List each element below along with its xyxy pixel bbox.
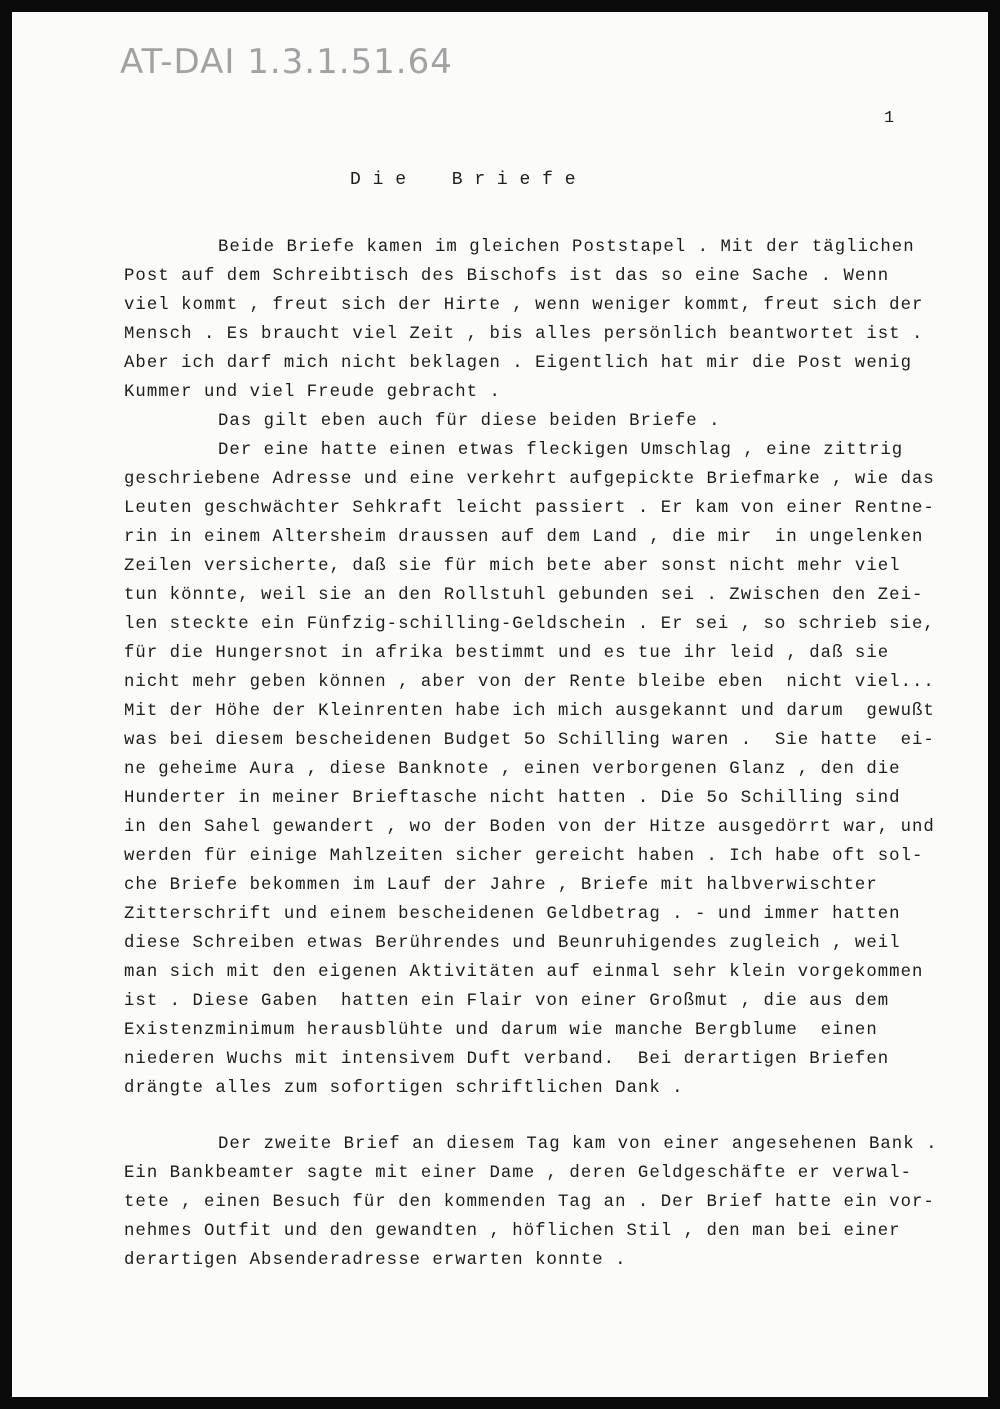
text-line: Hunderter in meiner Brieftasche nicht hatten . Die 5o Schilling sind (124, 789, 901, 808)
text-line: Post auf dem Schreibtisch des Bischofs ist das so eine Sache . Wenn (124, 267, 890, 286)
text-line: Zeilen versicherte, daß sie für mich bete aber sonst nicht mehr viel (124, 557, 901, 576)
text-line: Existenzminimum herausblühte und darum wie manche Bergblume einen (124, 1021, 878, 1040)
text-line: was bei diesem bescheidenen Budget 5o Schilling waren . Sie hatte ei- (124, 731, 935, 750)
text-line: derartigen Absenderadresse erwarten konnte . (124, 1251, 627, 1270)
text-line: Zitterschrift und einem bescheidenen Geldbetrag . - und immer hatten (124, 905, 901, 924)
text-line: man sich mit den eigenen Aktivitäten auf einmal sehr klein vorgekommen (124, 963, 924, 982)
text-line: Leuten geschwächter Sehkraft leicht passiert . Er kam von einer Rentne- (124, 499, 935, 518)
text-line: tun könnte, weil sie an den Rollstuhl gebunden sei . Zwischen den Zei- (124, 586, 924, 605)
text-line: für die Hungersnot in afrika bestimmt und es tue ihr leid , daß sie (124, 644, 890, 663)
archive-signature: AT-DAI 1.3.1.51.64 (120, 42, 453, 82)
text-line: werden für einige Mahlzeiten sicher gereicht haben . Ich habe oft sol- (124, 847, 924, 866)
text-line: drängte alles zum sofortigen schriftlichen Dank . (124, 1079, 684, 1098)
text-line: in den Sahel gewandert , wo der Boden von der Hitze ausgedörrt war, und (124, 818, 935, 837)
text-line: Kummer und viel Freude gebracht . (124, 383, 501, 402)
text-line: Aber ich darf mich nicht beklagen . Eigentlich hat mir die Post wenig (124, 354, 913, 373)
text-line: rin in einem Altersheim draussen auf dem Land , die mir in ungelenken (124, 528, 924, 547)
text-line: len steckte ein Fünfzig-schilling-Geldschein . Er sei , so schrieb sie, (124, 615, 935, 634)
text-line: Mensch . Es braucht viel Zeit , bis alles persönlich beantwortet ist . (124, 325, 924, 344)
text-line: Der eine hatte einen etwas fleckigen Umschlag , eine zittrig (218, 441, 904, 460)
document-title: D i e B r i e f e (350, 170, 577, 190)
text-line: ist . Diese Gaben hatten ein Flair von einer Großmut , die aus dem (124, 992, 890, 1011)
text-line: Der zweite Brief an diesem Tag kam von einer angesehenen Bank . (218, 1135, 938, 1154)
text-line: Ein Bankbeamter sagte mit einer Dame , deren Geldgeschäfte er verwal- (124, 1164, 913, 1183)
text-line: Das gilt eben auch für diese beiden Briefe . (218, 412, 721, 431)
text-line: Beide Briefe kamen im gleichen Poststapel . Mit der täglichen (218, 238, 915, 257)
text-line: tete , einen Besuch für den kommenden Tag an . Der Brief hatte ein vor- (124, 1193, 935, 1212)
text-line: Mit der Höhe der Kleinrenten habe ich mich ausgekannt und darum gewußt (124, 702, 935, 721)
text-line: niederen Wuchs mit intensivem Duft verband. Bei derartigen Briefen (124, 1050, 890, 1069)
text-line: geschriebene Adresse und eine verkehrt aufgepickte Briefmarke , wie das (124, 470, 935, 489)
typewritten-page (12, 12, 988, 1397)
text-line: nehmes Outfit und den gewandten , höflichen Stil , den man bei einer (124, 1222, 901, 1241)
page-number: 1 (884, 109, 895, 128)
text-line: nicht mehr geben können , aber von der Rente bleibe eben nicht viel... (124, 673, 935, 692)
text-line: viel kommt , freut sich der Hirte , wenn weniger kommt, freut sich der (124, 296, 924, 315)
text-line: diese Schreiben etwas Berührendes und Beunruhigendes zugleich , weil (124, 934, 901, 953)
text-line: che Briefe bekommen im Lauf der Jahre , Briefe mit halbverwischter (124, 876, 878, 895)
text-line: ne geheime Aura , diese Banknote , einen verborgenen Glanz , den die (124, 760, 901, 779)
